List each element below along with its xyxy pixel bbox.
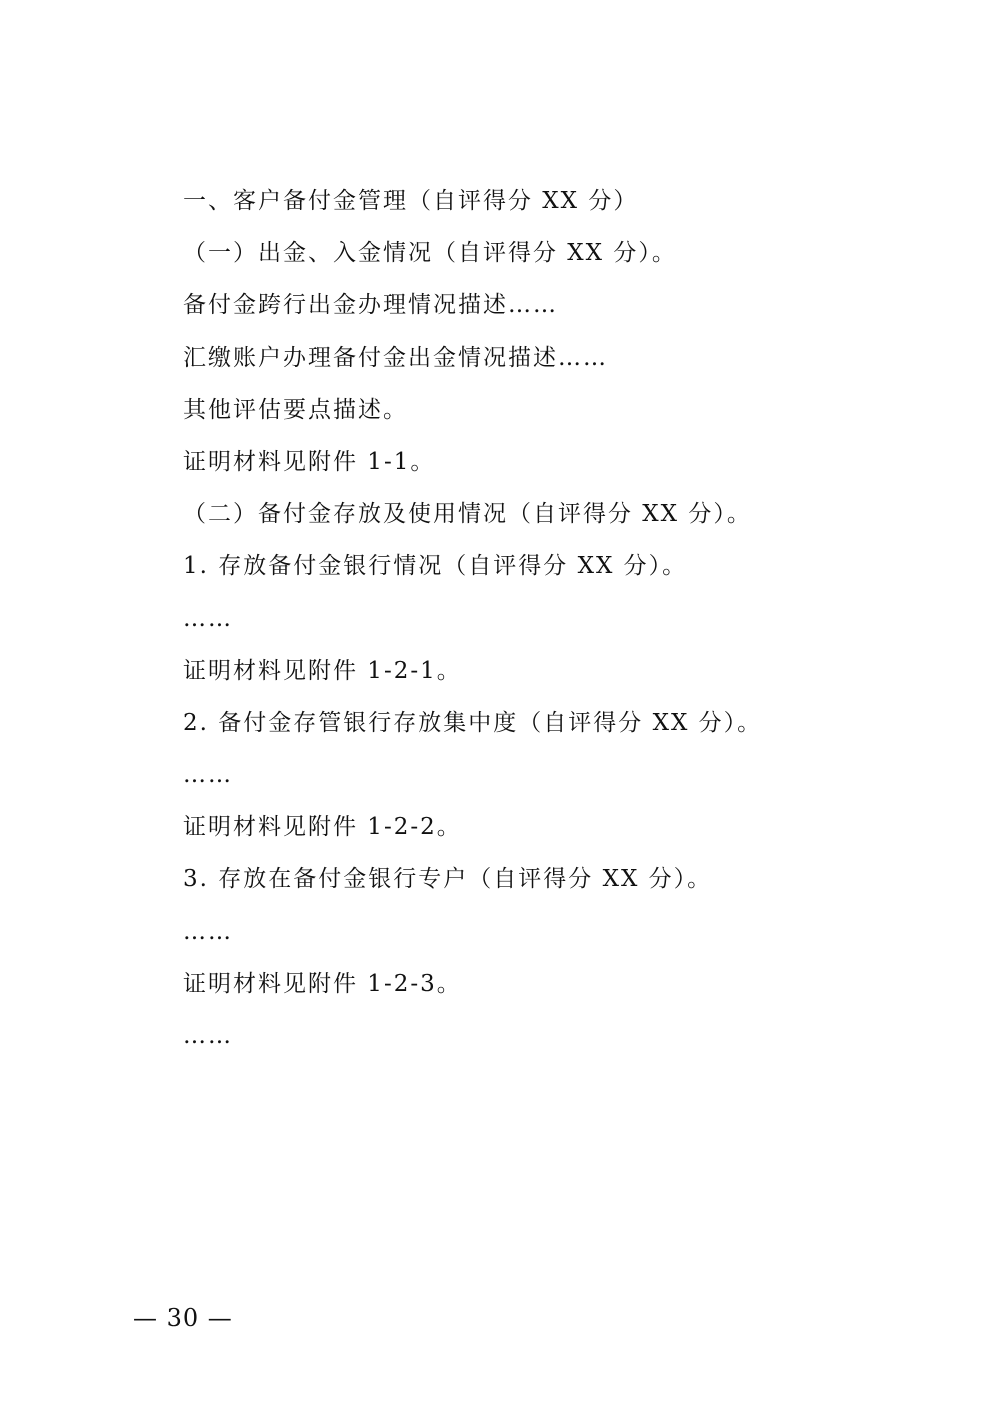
ellipsis-placeholder: …… [183,1023,233,1049]
paragraph: 其他评估要点描述。 [183,396,408,423]
evidence-reference: 证明材料见附件 1-1。 [183,448,436,475]
page-number: — 30 — [133,1304,233,1332]
section-heading: 一、客户备付金管理（自评得分 XX 分） [183,188,639,214]
evidence-reference: 证明材料见附件 1-2-2。 [183,814,462,841]
ellipsis-placeholder: …… [183,762,233,789]
item-heading: 1. 存放备付金银行情况（自评得分 XX 分）。 [183,553,688,580]
document-body [183,178,903,1065]
ellipsis-placeholder: …… [183,918,233,945]
subsection-heading: （二）备付金存放及使用情况（自评得分 XX 分）。 [183,501,752,528]
paragraph: 备付金跨行出金办理情况描述…… [183,292,558,319]
evidence-reference: 证明材料见附件 1-2-1。 [183,657,462,684]
item-heading: 3. 存放在备付金银行专户（自评得分 XX 分）。 [183,866,713,893]
subsection-heading: （一）出金、入金情况（自评得分 XX 分）。 [183,240,677,267]
ellipsis-placeholder: …… [183,605,233,632]
item-heading: 2. 备付金存管银行存放集中度（自评得分 XX 分）。 [183,709,763,736]
paragraph: 汇缴账户办理备付金出金情况描述…… [183,344,608,371]
evidence-reference: 证明材料见附件 1-2-3。 [183,970,462,997]
